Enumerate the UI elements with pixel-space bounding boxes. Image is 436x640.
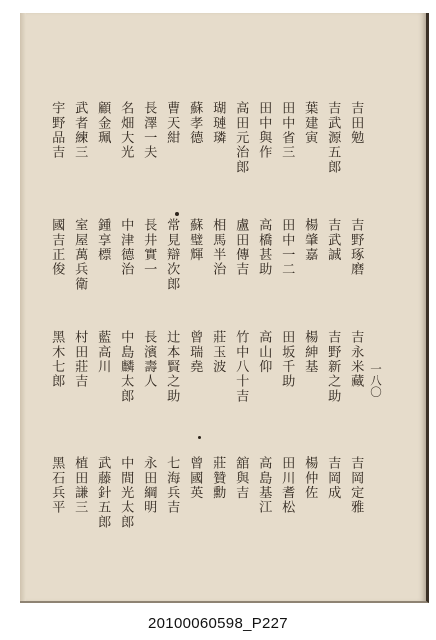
page-gutter-shadow [20,13,26,601]
name-entry: 舘與吉 [233,456,249,501]
name-entry: 竹中八十吉 [233,330,249,404]
name-entry: 名畑大光 [118,101,134,160]
name-entry: 室屋萬兵衛 [72,218,88,292]
name-entry: 顧金珮 [95,101,111,146]
name-entry: 常見辯次郎 [164,218,180,292]
name-entry: 藍高川 [95,330,111,375]
name-entry: 中間光太郎 [118,456,134,530]
name-entry: 黑木七郎 [49,330,65,389]
name-entry: 黑石兵平 [49,456,65,515]
name-entry: 田中省三 [279,101,295,160]
name-entry: 曾瑞堯 [187,330,203,375]
name-entry: 中津德治 [118,218,134,277]
image-caption: 20100060598_P227 [148,615,288,632]
print-dot [198,436,201,439]
name-entry: 吉田勉 [348,101,364,146]
name-entry: 楊肇嘉 [302,218,318,263]
name-entry: 國吉正俊 [49,218,65,277]
name-entry: 宇野品吉 [49,101,65,160]
name-entry: 長井實一 [141,218,157,277]
name-entry: 鍾享標 [95,218,111,263]
name-entry: 吉岡定雅 [348,456,364,515]
name-entry: 高田元治郎 [233,101,249,175]
name-entry: 吉野新之助 [325,330,341,404]
name-entry: 武者練三 [72,101,88,160]
name-entry: 高山仰 [256,330,272,375]
name-entry: 吉武誠 [325,218,341,263]
page-number: 一八〇 [369,363,383,398]
name-entry: 七海兵吉 [164,456,180,515]
name-entry: 盧田傳吉 [233,218,249,277]
name-entry: 永田綱明 [141,456,157,515]
name-entry: 莊玉波 [210,330,226,375]
name-entry: 植田謙三 [72,456,88,515]
name-entry: 田中一二 [279,218,295,277]
name-entry: 葉建寅 [302,101,318,146]
name-entry: 田坂千助 [279,330,295,389]
name-entry: 辻本賢之助 [164,330,180,404]
name-entry: 楊紳基 [302,330,318,375]
name-entry: 長濱壽人 [141,330,157,389]
name-entry: 吉永米藏 [348,330,364,389]
name-entry: 蘇璧輝 [187,218,203,263]
name-entry: 高橋甚助 [256,218,272,277]
name-entry: 田中與作 [256,101,272,160]
name-entry: 曹天紺 [164,101,180,146]
name-entry: 長澤一夫 [141,101,157,160]
name-entry: 吉武源五郎 [325,101,341,175]
name-entry: 吉野琢磨 [348,218,364,277]
name-entry: 中島麟太郎 [118,330,134,404]
print-dot [175,212,179,216]
name-entry: 相馬半治 [210,218,226,277]
name-entry: 瑚璉璘 [210,101,226,146]
name-entry: 田川耆松 [279,456,295,515]
name-entry: 吉岡成 [325,456,341,501]
name-entry: 武藤針五郎 [95,456,111,530]
name-entry: 曾國英 [187,456,203,501]
name-entry: 蘇孝德 [187,101,203,146]
name-entry: 楊仲佐 [302,456,318,501]
name-entry: 高島基江 [256,456,272,515]
name-entry: 村田莊吉 [72,330,88,389]
name-entry: 莊贊勳 [210,456,226,501]
